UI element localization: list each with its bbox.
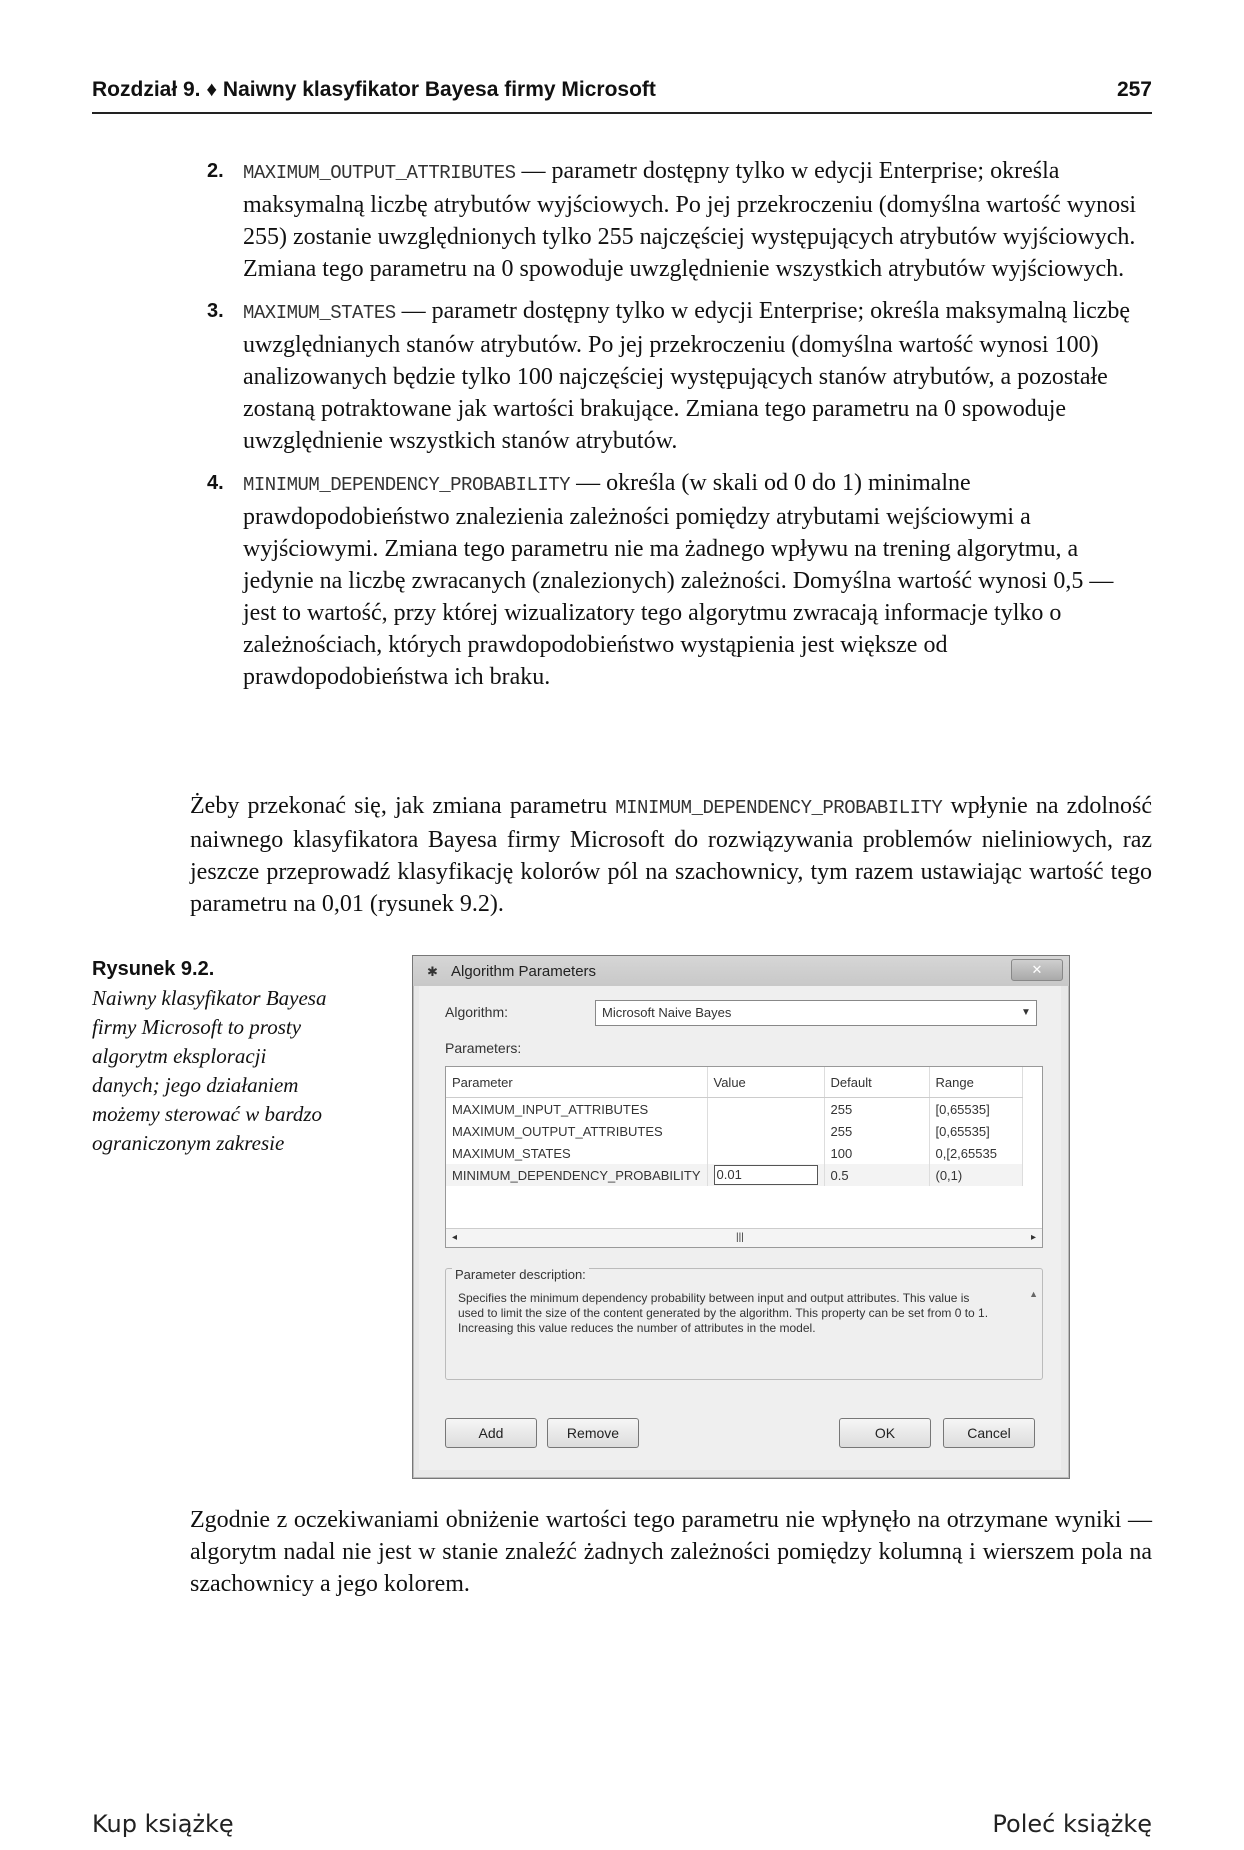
list-number: 2. (207, 160, 224, 182)
list-item (207, 155, 1152, 285)
list-number: 3. (207, 300, 224, 322)
param-range: [0,65535] (929, 1098, 1022, 1121)
list-number: 4. (207, 472, 224, 494)
chevron-down-icon[interactable]: ▼ (1021, 1007, 1031, 1018)
list-item (207, 295, 1152, 457)
parameter-description-group (445, 1268, 1043, 1380)
param-value[interactable] (707, 1142, 824, 1164)
description-label: Parameter description: (452, 1267, 589, 1282)
param-default: 100 (824, 1142, 929, 1164)
scroll-thumb-grip-icon[interactable]: ||| (736, 1232, 744, 1243)
param-default: 255 (824, 1120, 929, 1142)
dialog-body (419, 986, 1061, 1470)
code-term: MINIMUM_DEPENDENCY_PROBABILITY (615, 797, 943, 819)
cancel-button[interactable]: Cancel (943, 1418, 1035, 1448)
figure-caption (92, 955, 332, 1158)
column-header-default[interactable]: Default (824, 1067, 929, 1098)
param-range: [0,65535] (929, 1120, 1022, 1142)
param-value[interactable] (707, 1120, 824, 1142)
conclusion-paragraph: Zgodnie z oczekiwaniami obniżenie wartości tego parametru nie wpłynęło na otrzymane wyniki — algorytm nadal nie jest w stanie znaleźć żadnych zależności pomiędzy kolumną i wierszem pola na szachownicy a jego kolorem. (190, 1507, 1152, 1597)
close-icon: ✕ (1031, 962, 1043, 977)
code-term: MAXIMUM_STATES (243, 302, 396, 324)
algorithm-label: Algorithm: (445, 1004, 509, 1020)
dialog-app-icon: ✱ (427, 964, 438, 979)
column-header-range[interactable]: Range (929, 1067, 1022, 1098)
page-number: 257 (1116, 78, 1152, 101)
algorithm-value: Microsoft Naive Bayes (602, 1005, 732, 1020)
table-row[interactable] (446, 1120, 1022, 1142)
intro-paragraph (190, 790, 1152, 920)
param-name: MINIMUM_DEPENDENCY_PROBABILITY (446, 1164, 707, 1186)
parameters-label: Parameters: (445, 1040, 522, 1056)
close-button[interactable] (1011, 959, 1063, 981)
description-text: Specifies the minimum dependency probability between input and output attributes. This value is used to limit the size of the content generated by the algorithm. This property can be set from 0 to 1. Increasing this value reduces the number of attributes in the model. (458, 1291, 989, 1335)
paragraph-text: Żeby przekonać się, jak zmiana parametru (190, 793, 616, 819)
param-default: 255 (824, 1098, 929, 1121)
parameter-list (207, 155, 1152, 703)
param-name: MAXIMUM_INPUT_ATTRIBUTES (446, 1098, 707, 1121)
param-range: 0,[2,65535 (929, 1142, 1022, 1164)
list-text: — parametr dostępny tylko w edycji Enterprise; określa maksymalną liczbę atrybutów wyjściowych. Po jej przekroczeniu (domyślna wartość wynosi 255) zostanie uwzględnionych tylko 255 najczęściej występujących atrybutów wyjściowych. Zmiana tego parametru na 0 spowoduje uwzględnienie wszystkich atrybutów wyjściowych. (243, 158, 1137, 282)
column-header-value[interactable]: Value (707, 1067, 824, 1098)
list-item (207, 467, 1152, 693)
ok-button[interactable]: OK (839, 1418, 931, 1448)
table-row-selected[interactable] (446, 1164, 1022, 1186)
page-header (92, 72, 1152, 114)
algorithm-parameters-dialog (412, 955, 1070, 1479)
parameters-grid (445, 1066, 1043, 1248)
caption-title: Rysunek 9.2. (92, 958, 215, 980)
scroll-left-icon[interactable]: ◂ (452, 1232, 458, 1243)
recommend-book-link[interactable]: Poleć książkę (992, 1810, 1152, 1838)
chapter-title: Rozdział 9. ♦ Naiwny klasyfikator Bayesa firmy Microsoft (92, 78, 656, 101)
table-row[interactable] (446, 1098, 1022, 1121)
param-name: MAXIMUM_STATES (446, 1142, 707, 1164)
algorithm-select[interactable] (595, 1000, 1037, 1026)
paragraph-text: wpłynie na zdolność naiwnego klasyfikatora Bayesa firmy Microsoft do rozwiązywania problemów nieliniowych, raz jeszcze przeprowadź klasyfikację kolorów pól na szachownicy, tym razem ustawiając wartość tego parametru na 0,01 (rysunek 9.2). (190, 793, 1152, 917)
caption-description: Naiwny klasyfikator Bayesa firmy Microsoft to prosty algorytm eksploracji danych; jego działaniem możemy sterować w bardzo ograniczonym zakresie (92, 986, 327, 1155)
column-header-parameter[interactable]: Parameter (446, 1067, 707, 1098)
dialog-titlebar[interactable] (413, 956, 1069, 986)
table-row[interactable] (446, 1142, 1022, 1164)
param-value[interactable] (707, 1098, 824, 1121)
param-value-cell (707, 1164, 824, 1186)
list-text: — określa (w skali od 0 do 1) minimalne prawdopodobieństwo znalezienia zależności pomiędzy atrybutami wejściowymi a wyjściowymi. Zmiana tego parametru nie ma żadnego wpływu na trening algorytmu, a jedynie na liczbę zwracanych (znalezionych) zależności. Domyślna wartość wynosi 0,5 — jest to wartość, przy której wizualizatory tego algorytmu zwracają informacje tylko o zależnościach, których prawdopodobieństwo wystąpienia jest większe od prawdopodobieństwa ich braku. (243, 470, 1114, 690)
add-button[interactable]: Add (445, 1418, 537, 1448)
param-name: MAXIMUM_OUTPUT_ATTRIBUTES (446, 1120, 707, 1142)
scroll-right-icon[interactable]: ▸ (1030, 1232, 1036, 1243)
remove-button[interactable]: Remove (547, 1418, 639, 1448)
param-value-input[interactable]: 0.01 (714, 1165, 818, 1185)
buy-book-link[interactable]: Kup książkę (92, 1810, 234, 1838)
param-range: (0,1) (929, 1164, 1022, 1186)
scroll-up-icon[interactable]: ▲ (1029, 1289, 1038, 1299)
grid-header-row (446, 1067, 1022, 1098)
list-text: — parametr dostępny tylko w edycji Enterprise; określa maksymalną liczbę uwzględnianych stanów atrybutów. Po jej przekroczeniu (domyślna wartość wynosi 100) analizowanych będzie tylko 100 najczęściej występujących stanów atrybutów, a pozostałe zostaną potraktowane jak wartości brakujące. Zmiana tego parametru na 0 spowoduje uwzględnienie wszystkich stanów atrybutów. (243, 298, 1131, 454)
param-default: 0.5 (824, 1164, 929, 1186)
code-term: MINIMUM_DEPENDENCY_PROBABILITY (243, 474, 571, 496)
horizontal-scrollbar[interactable] (446, 1228, 1042, 1247)
code-term: MAXIMUM_OUTPUT_ATTRIBUTES (243, 162, 516, 184)
dialog-title: Algorithm Parameters (451, 963, 597, 980)
